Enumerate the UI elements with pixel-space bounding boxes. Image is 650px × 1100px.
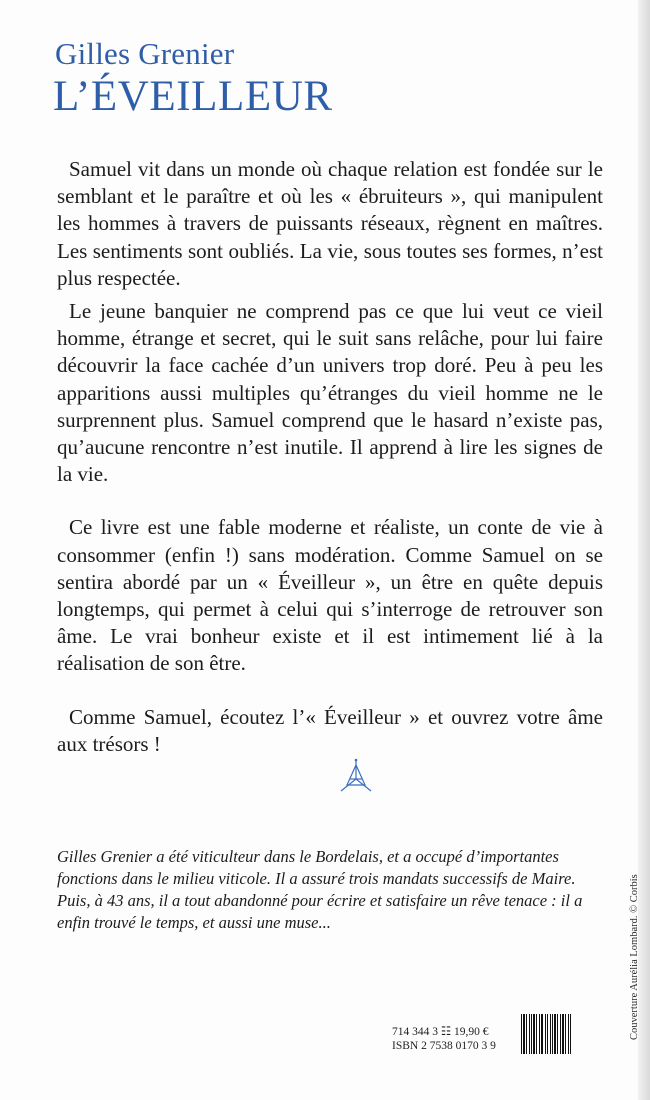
author-bio <box>57 846 609 934</box>
bio-line: fonctions dans le milieu viticole. Il a assuré trois mandats successifs de Maire. <box>57 869 576 888</box>
ornament-icon <box>338 757 374 793</box>
book-title: L’ÉVEILLEUR <box>53 73 333 120</box>
blurb-paragraph: Ce livre est une fable moderne et réaliste, un conte de vie à consommer (enfin !) sans modération. Comme Samuel on se sentira abordé par un « Éveilleur », un être en quête depuis longtemps, qui permet à celui qui s’interroge de retrouver son âme. Le vrai bonheur existe et il est intimement lié à la réalisation de son être. <box>57 515 603 676</box>
author-name: Gilles Grenier <box>55 36 235 71</box>
barcode <box>521 1014 609 1054</box>
blurb-paragraph: Comme Samuel, écoutez l’« Éveilleur » et ouvrez votre âme aux trésors ! <box>57 704 603 756</box>
bio-line: enfin trouvé le temps, et aussi une muse... <box>57 913 331 932</box>
blurb-paragraph: Samuel vit dans un monde où chaque relation est fondée sur le semblant et le paraître et où les « ébruiteurs », qui manipulent les hommes à travers de puissants réseaux, règnent en maîtres. Les sentiments sont oubliés. La vie, sous toutes ses formes, n’est plus respectée. <box>57 157 603 290</box>
blurb <box>57 156 603 758</box>
isbn: ISBN 2 7538 0170 3 9 <box>392 1040 496 1052</box>
blurb-paragraph: Le jeune banquier ne comprend pas ce que lui veut ce vieil homme, étrange et secret, qui le suit sans relâche, pour lui faire découvrir la face cachée d’un univers trop doré. Peu à peu les apparitions aussi multiples qu’étranges du vieil homme ne le surprennent plus. Samuel comprend que le hasard n’existe pas, qu’aucune rencontre n’est inutile. Il apprend à lire les signes de la vie. <box>57 299 603 487</box>
bio-line: Gilles Grenier a été viticulteur dans le Bordelais, et a occupé d’importantes <box>57 847 559 866</box>
barcode-bar <box>571 1014 572 1054</box>
cover-credit: Couverture Aurélia Lombard. © Corbis <box>629 874 640 1040</box>
bio-line: Puis, à 43 ans, il a tout abandonné pour écrire et satisfaire un rêve tenace : il a <box>57 891 583 910</box>
price-code: 714 344 3 ☷ 19,90 € <box>392 1026 489 1038</box>
